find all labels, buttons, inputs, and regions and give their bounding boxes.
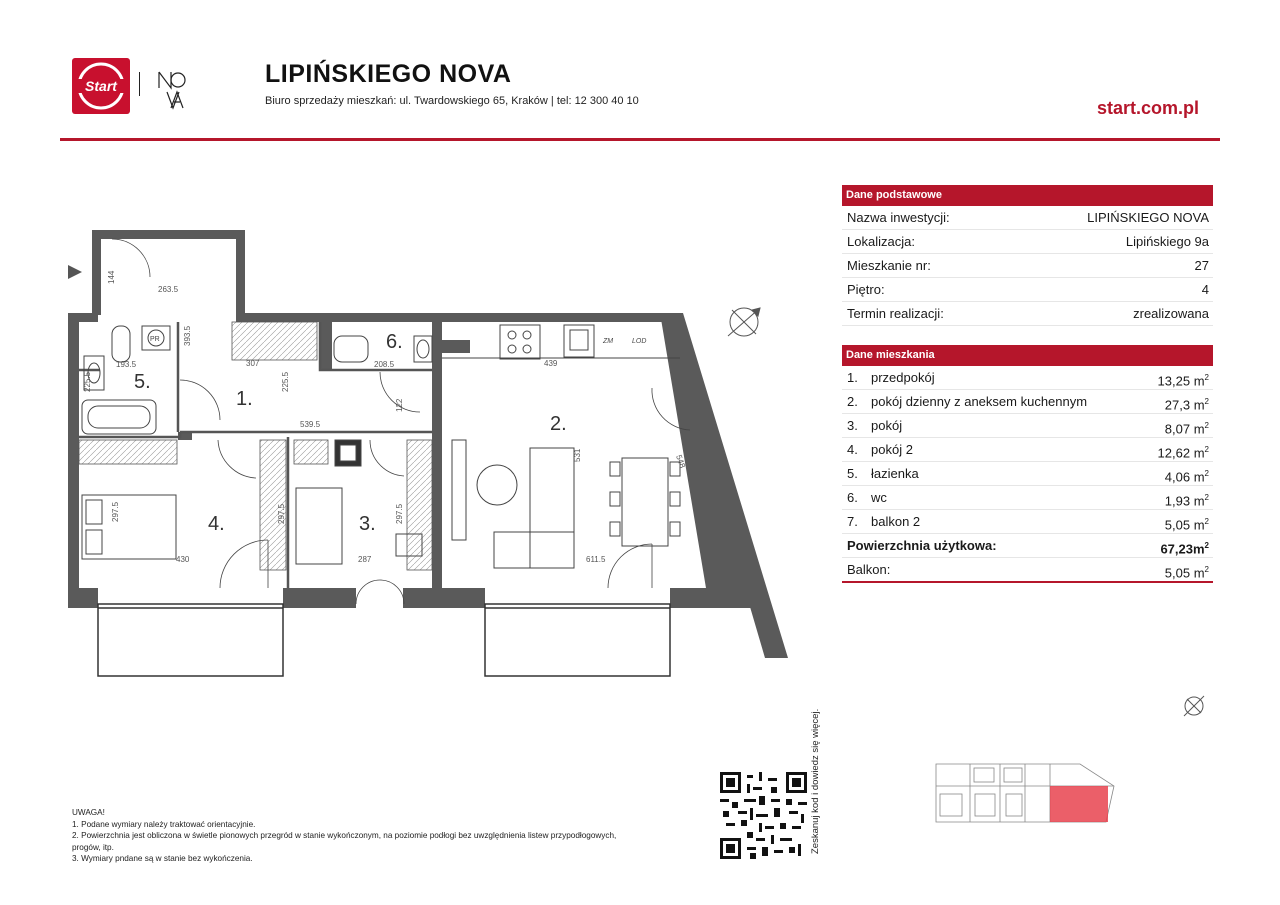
compass-small-icon: [1180, 692, 1208, 720]
apartment-table: [842, 345, 1213, 583]
room-row: 7. balkon 2 5,05 $m^2$: [842, 510, 1213, 534]
note-line: 3. Wymiary pndane są w stanie bez wykończenia.: [72, 854, 253, 863]
apartment-heading: Dane mieszkania: [842, 345, 1213, 366]
logo-text: Start: [85, 78, 117, 94]
dim-label: 193.5: [116, 360, 137, 369]
dim-label: 297.5: [277, 503, 286, 524]
table-end-rule: [842, 581, 1213, 583]
qr-caption: Zeskanuj kod i dowiedz się więcej.: [810, 708, 821, 854]
basic-row: Termin realizacji: zrealizowana: [842, 302, 1213, 326]
header-rule: [60, 138, 1220, 141]
dim-label: 263.5: [158, 285, 179, 294]
room-row: 3. pokój 8,07 $m^2$: [842, 414, 1213, 438]
dim-label: 208.5: [374, 360, 395, 369]
balconies: [98, 604, 670, 676]
dim-label: 393.5: [183, 325, 192, 346]
dim-label: 144: [107, 270, 116, 284]
note-line: 2. Powierzchnia jest obliczona w świetle pionowych przegród w stanie wykończonym, na poziomie podłogi bez uwzględnienia listew przypodłogowych,: [72, 831, 617, 840]
room-row: 2. pokój dzienny z aneksem kuchennym 27,3 $m^2$: [842, 390, 1213, 414]
disclaimer-notes: [72, 807, 722, 865]
note-line: progów, itp.: [72, 842, 114, 852]
basic-row: Piętro: 4: [842, 278, 1213, 302]
qr-code[interactable]: [720, 772, 807, 859]
dim-label: 611.5: [586, 555, 606, 564]
dim-label: 225.5: [281, 371, 290, 392]
room-label-1: 1.: [236, 388, 253, 410]
balcony-row: Balkon: 5,05 $m^2$: [847, 562, 1209, 581]
note-line: 1. Podane wymiary należy traktować orientacyjnie.: [72, 819, 256, 829]
logo-separator: [139, 72, 140, 96]
room-label-2: 2.: [550, 413, 567, 435]
notes-heading: UWAGA!: [72, 808, 105, 817]
doors: [112, 239, 690, 604]
dim-label: 297.5: [395, 503, 404, 524]
room-row: 5. łazienka 4,06 $m^2$: [842, 462, 1213, 486]
building-key-plan: [930, 758, 1115, 830]
room-row: 1. przedpokój 13,25 $m^2$: [842, 366, 1213, 390]
room-label-3: 3.: [359, 513, 376, 535]
start-logo: [72, 58, 130, 114]
nova-monogram-icon: [157, 70, 189, 110]
highlighted-apartment: [1050, 786, 1108, 822]
total-area-row: Powierzchnia użytkowa: $67,23m^2$: [842, 534, 1213, 558]
sales-office-info: Biuro sprzedaży mieszkań: ul. Twardowskiego 65, Kraków | tel: 12 300 40 10: [265, 95, 639, 107]
dim-label: 307: [246, 359, 260, 368]
basic-row: Nazwa inwestycji: LIPIŃSKIEGO NOVA: [842, 206, 1213, 230]
dim-label: 531: [573, 448, 582, 462]
compass-icon: [728, 308, 760, 336]
dim-label: 225.5: [83, 371, 92, 392]
room-row: 4. pokój 2 12,62 $m^2$: [842, 438, 1213, 462]
room-label-6: 6.: [386, 331, 403, 353]
fixture-label: ZM: [603, 338, 614, 345]
basic-info-table: [842, 185, 1213, 326]
basic-row: Mieszkanie nr: 27: [842, 254, 1213, 278]
basic-info-heading: Dane podstawowe: [842, 185, 1213, 206]
nova-logo: [157, 70, 189, 115]
dim-label: 430: [176, 555, 190, 564]
project-title: LIPIŃSKIEGO NOVA: [265, 60, 512, 88]
dim-label: 287: [358, 555, 372, 564]
fixture-label: LOD: [632, 338, 647, 345]
floor-plan: [60, 220, 800, 690]
dim-label: 122: [395, 398, 404, 412]
room-label-4: 4.: [208, 513, 225, 535]
dim-label: 548: [674, 453, 688, 470]
fixture-label: PR: [150, 336, 160, 343]
basic-row: Lokalizacja: Lipińskiego 9a: [842, 230, 1213, 254]
room-row: 6. wc 1,93 $m^2$: [842, 486, 1213, 510]
dim-label: 539.5: [300, 420, 321, 429]
dim-label: 439: [544, 359, 558, 368]
room-label-5: 5.: [134, 371, 151, 393]
entrance-arrow-icon: [68, 265, 82, 279]
start-logo-icon: [72, 58, 130, 114]
dim-label: 297.5: [111, 501, 120, 522]
website-link[interactable]: start.com.pl: [1097, 98, 1200, 118]
